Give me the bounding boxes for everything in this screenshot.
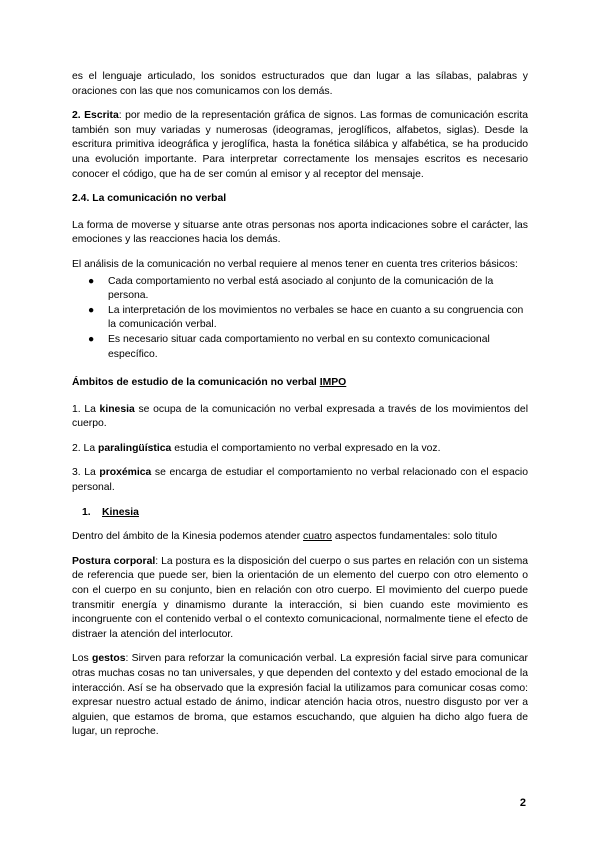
list-item — [84, 304, 528, 333]
paragraph-gestos — [72, 652, 528, 740]
term-proxemica: proxémica — [99, 467, 152, 479]
dentro-text: Dentro del ámbito de la Kinesia podemos atender — [72, 531, 304, 543]
paragraph-dentro — [72, 530, 528, 545]
item-text: se ocupa de la comunicación no verbal expresada a través de los movimientos del cuerpo. — [72, 403, 528, 430]
dentro-text-end: aspectos fundamentales: solo titulo — [331, 531, 498, 543]
kinesia-heading — [72, 506, 528, 521]
item-number: 3. La — [72, 467, 100, 479]
dentro-underlined: cuatro — [303, 531, 332, 543]
list-item-text: La interpretación de los movimientos no verbales se hace en cuanto a su congruencia con la comunicación verbal. — [108, 304, 524, 331]
page-number: 2 — [519, 797, 526, 809]
escrita-label: 2. Escrita — [72, 110, 119, 122]
item-number: 2. La — [72, 442, 98, 454]
paragraph-kinesia-def — [72, 403, 528, 432]
item-number: 1. La — [72, 403, 100, 415]
paragraph-oral-end: es el lenguaje articulado, los sonidos estructurados que dan lugar a las sílabas, palabras y oraciones con las que nos comunicamos con los demás. — [72, 71, 528, 97]
section-heading-2-4: 2.4. La comunicación no verbal — [72, 193, 227, 205]
list-item-text: Cada comportamiento no verbal está asociado al conjunto de la comunicación de la persona. — [108, 275, 494, 302]
gestos-pre: Los — [72, 653, 93, 665]
gestos-label: gestos — [92, 653, 126, 665]
postura-text: : La postura es la disposición del cuerpo o sus partes en relación con un sistema de referencia que puede ser, bien la orientación de un elemento del cuerpo con otro elemento o con el cuerpo en su conjunto, bien en relación con otro cuerpo. El movimiento del cuerpo puede transmitir energía y dinamismo durante la interacción, si bien cuando este movimiento es incongruente con el contenido verbal o el contexto comunicacional, normalmente tiene el efecto de distraer la atención del interlocutor. — [72, 555, 529, 640]
term-paralinguistica: paralingüística — [98, 442, 172, 454]
escrita-text: : por medio de la representación gráfica de signos. Las formas de comunicación escrita también son muy variadas y numerosas (ideogramas, jeroglíficos, alfabetos, siglas). Desde la escritura primitiva ideográfica y jeroglífica, hasta la fonética silábica y alfabética, se ha producido una evolución importante. Para interpretar correctamente los mensajes escritos es necesario conocer el código, que ha de ser común al emisor y al receptor del mensaje. — [72, 110, 529, 180]
list-item — [84, 333, 528, 362]
item-text: estudia el comportamiento no verbal expresado en la voz. — [171, 442, 441, 454]
bullet-icon: ● — [88, 304, 95, 316]
document-page — [72, 70, 528, 750]
paragraph-escrita — [72, 109, 528, 182]
kinesia-label: Kinesia — [102, 506, 139, 518]
ambitos-title: Ámbitos de estudio de la comunicación no verbal — [72, 377, 320, 389]
item-text: se encarga de estudiar el comportamiento no verbal relacionado con el espacio personal. — [72, 467, 528, 494]
paragraph-postura — [72, 555, 528, 643]
term-kinesia: kinesia — [99, 403, 135, 415]
paragraph-analisis: El análisis de la comunicación no verbal requiere al menos tener en cuenta tres criterios básicos: — [72, 258, 518, 270]
postura-label: Postura corporal — [72, 555, 156, 567]
list-item — [84, 275, 528, 304]
paragraph-paralinguistica-def — [72, 442, 528, 457]
paragraph-forma: La forma de moverse y situarse ante otras personas nos aporta indicaciones sobre el carácter, las emociones y las reacciones hacia los demás. — [72, 219, 528, 246]
paragraph-proxemica-def — [72, 466, 528, 495]
list-item-text: Es necesario situar cada comportamiento no verbal en su contexto comunicacional específico. — [108, 333, 490, 360]
criteria-list — [72, 275, 528, 363]
impo-tag: IMPO — [319, 377, 347, 389]
ambitos-heading — [72, 376, 528, 391]
bullet-icon: ● — [88, 333, 95, 345]
kinesia-number: 1. — [82, 506, 91, 518]
gestos-text: : Sirven para reforzar la comunicación verbal. La expresión facial sirve para comunicar otras muchas cosas no tan universales, y que dependen del contexto y del estado emocional de la interacción. Así se ha observado que la expresión facial la utilizamos para comunicar cosas como: expresar nuestro actual estado de ánimo, indicar atención hacia otros, nuestro disgusto por ver a alguien, que estamos de broma, que estamos escuchando, que alguien ha dicho algo fuera de lugar, un reproche. — [72, 653, 529, 738]
bullet-icon: ● — [88, 275, 95, 287]
